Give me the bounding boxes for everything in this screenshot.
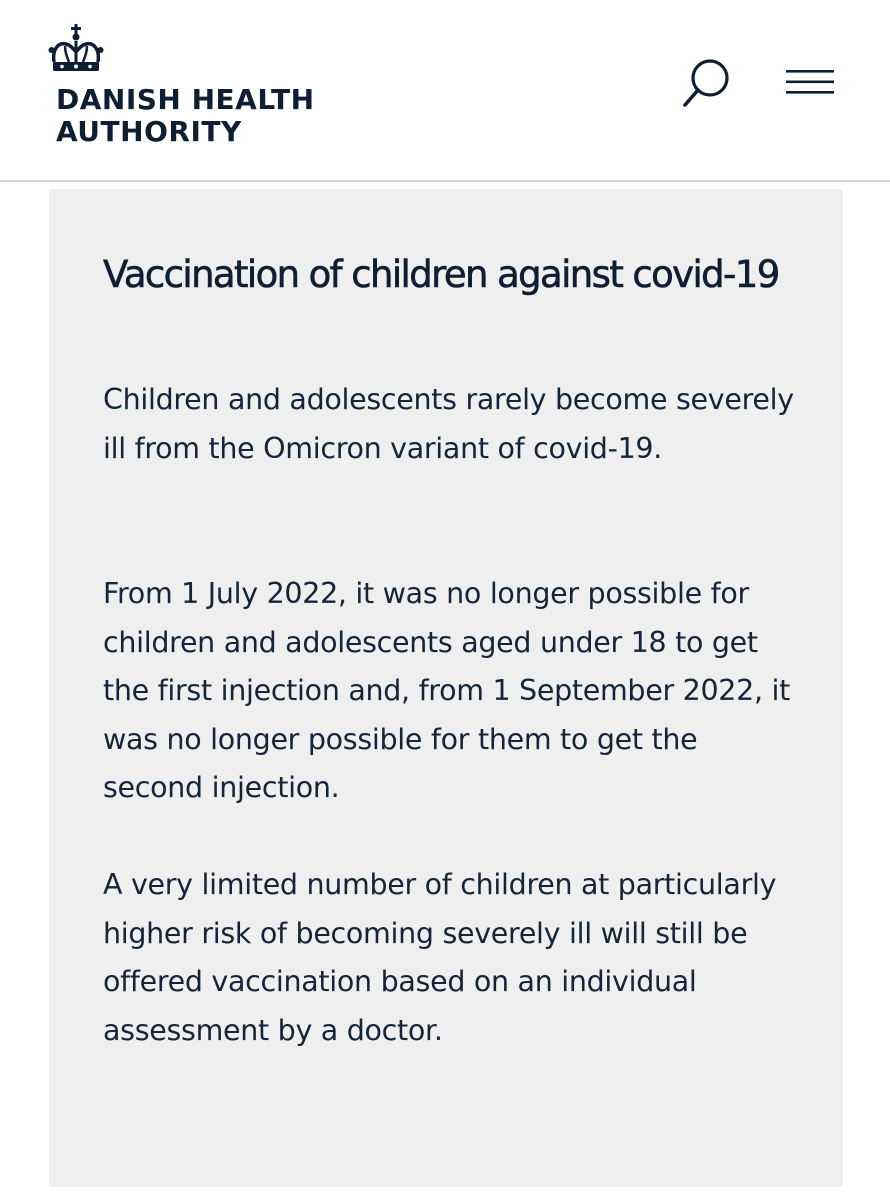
logo-line-2: AUTHORITY xyxy=(56,115,242,148)
article-title: Vaccination of children against covid-19 xyxy=(103,253,779,296)
article-paragraph: Children and adolescents rarely become severely ill from the Omicron variant of covid-19. xyxy=(103,383,794,465)
logo-line-1: DANISH HEALTH xyxy=(56,83,315,116)
article-paragraph: From 1 July 2022, it was no longer possible for children and adolescents aged under 18 to get the first injection and, from 1 September 2022, it was no longer possible for them to get the second injection. xyxy=(103,577,790,804)
article-card xyxy=(49,189,843,1187)
logo-wordmark xyxy=(56,84,315,148)
search-icon xyxy=(680,56,734,110)
site-logo[interactable] xyxy=(48,24,348,154)
hamburger-menu-icon xyxy=(784,66,836,98)
search-button[interactable] xyxy=(680,56,734,110)
article-paragraph: A very limited number of children at particularly higher risk of becoming severely ill will still be offered vaccination based on an individual assessment by a doctor. xyxy=(103,868,777,1047)
crown-icon xyxy=(48,24,104,76)
menu-button[interactable] xyxy=(784,66,836,98)
site-header xyxy=(0,0,890,182)
